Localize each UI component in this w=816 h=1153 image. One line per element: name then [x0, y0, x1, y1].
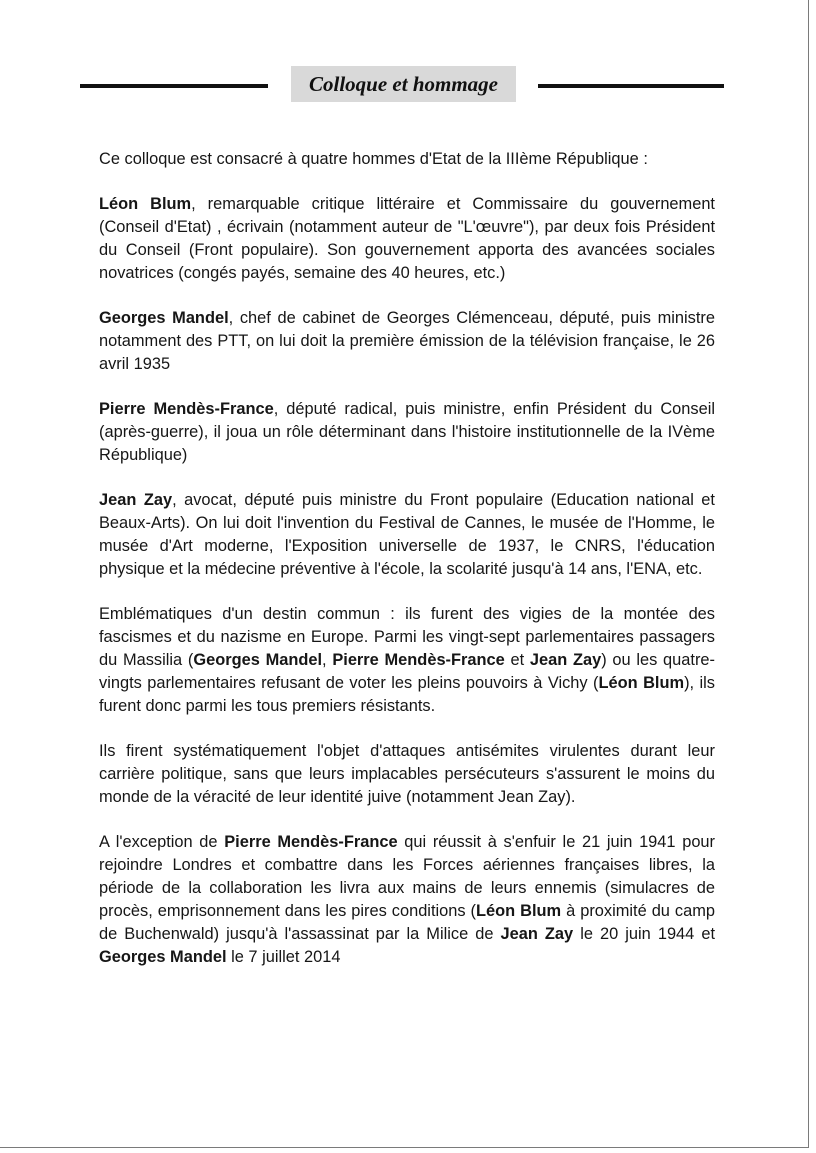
paragraph-exception [99, 831, 715, 969]
text-run: ), ils furent donc parmi les tous premiers résistants. [99, 674, 715, 715]
intro-paragraph: Ce colloque est consacré à quatre hommes d'Etat de la IIIème République : [99, 150, 648, 168]
person-name: Georges Mandel [193, 651, 323, 669]
text-run: ) ou les quatre-vingts parlementaires refusant de voter les pleins pouvoirs à Vichy ( [99, 651, 715, 692]
page-border-bottom [0, 1147, 809, 1148]
text-run: Emblématiques d'un destin commun : ils furent des vigies de la montée des fascismes et du nazisme en Europe. Parmi les vingt-sept parlementaires passagers du Massilia ( [99, 605, 715, 669]
text-run: qui réussit à s'enfuir le 21 juin 1941 pour rejoindre Londres et combattre dans les Forces aériennes françaises libres, la période de la collaboration les livra aux mains de leurs ennemis (simulacres de procès, emprisonnement dans les pires conditions ( [99, 833, 716, 920]
document-body [99, 148, 715, 991]
person-name: Léon Blum [598, 674, 685, 692]
header-title-box [291, 66, 516, 102]
text-run: et [504, 651, 530, 669]
paragraph-mandel [99, 307, 715, 376]
person-name: Pierre Mendès-France [99, 400, 274, 418]
paragraph-zay [99, 489, 715, 581]
person-name: Jean Zay [99, 491, 173, 509]
paragraph-text: , remarquable critique littéraire et Commissaire du gouvernement (Conseil d'Etat) , écrivain (notamment auteur de "L'œuvre"), par deux fois Président du Conseil (Front populaire). Son gouvernement apporta des avancées sociales novatrices (congés payés, semaine des 40 heures, etc.) [99, 195, 715, 282]
paragraph-mendes-france [99, 398, 715, 467]
text-run: le 7 juillet 2014 [226, 948, 341, 966]
paragraph-text: , avocat, député puis ministre du Front populaire (Education national et Beaux-Arts). On lui doit l'invention du Festival de Cannes, le musée de l'Homme, le musée d'Art moderne, l'Exposition universelle de 1937, le CNRS, l'éducation physique et la médecine préventive à l'école, la scolarité jusqu'à 14 ans, l'ENA, etc. [99, 491, 715, 578]
paragraph-text: , chef de cabinet de Georges Clémenceau, député, puis ministre notamment des PTT, on lui doit la première émission de la télévision française, le 26 avril 1935 [99, 309, 715, 373]
text-run: à proximité du camp de Buchenwald) jusqu'à l'assassinat par la Milice de [99, 902, 715, 943]
person-name: Georges Mandel [99, 309, 229, 327]
person-name: Pierre Mendès-France [332, 651, 505, 669]
person-name: Georges Mandel [99, 948, 227, 966]
paragraph-text: , député radical, puis ministre, enfin Président du Conseil (après-guerre), il joua un rôle déterminant dans l'histoire institutionnelle de la IVème République) [99, 400, 715, 464]
header-rule-right [538, 84, 724, 88]
person-name: Pierre Mendès-France [224, 833, 398, 851]
header-rule-left [80, 84, 268, 88]
person-name: Jean Zay [529, 651, 602, 669]
page-title: Colloque et hommage [309, 71, 498, 96]
text-run: A l'exception de [99, 833, 225, 851]
text-run: , [322, 651, 333, 669]
person-name: Léon Blum [99, 195, 192, 213]
paragraph-attaques: Ils firent systématiquement l'objet d'attaques antisémites virulentes durant leur carrière politique, sans que leurs implacables persécuteurs s'assurent le moins du monde de la véracité de leur identité juive (notamment Jean Zay). [99, 742, 715, 806]
page-border-right [808, 0, 809, 1148]
paragraph-emblematiques [99, 603, 715, 718]
text-run: le 20 juin 1944 et [573, 925, 715, 943]
paragraph-blum [99, 193, 715, 285]
person-name: Léon Blum [476, 902, 562, 920]
person-name: Jean Zay [500, 925, 574, 943]
